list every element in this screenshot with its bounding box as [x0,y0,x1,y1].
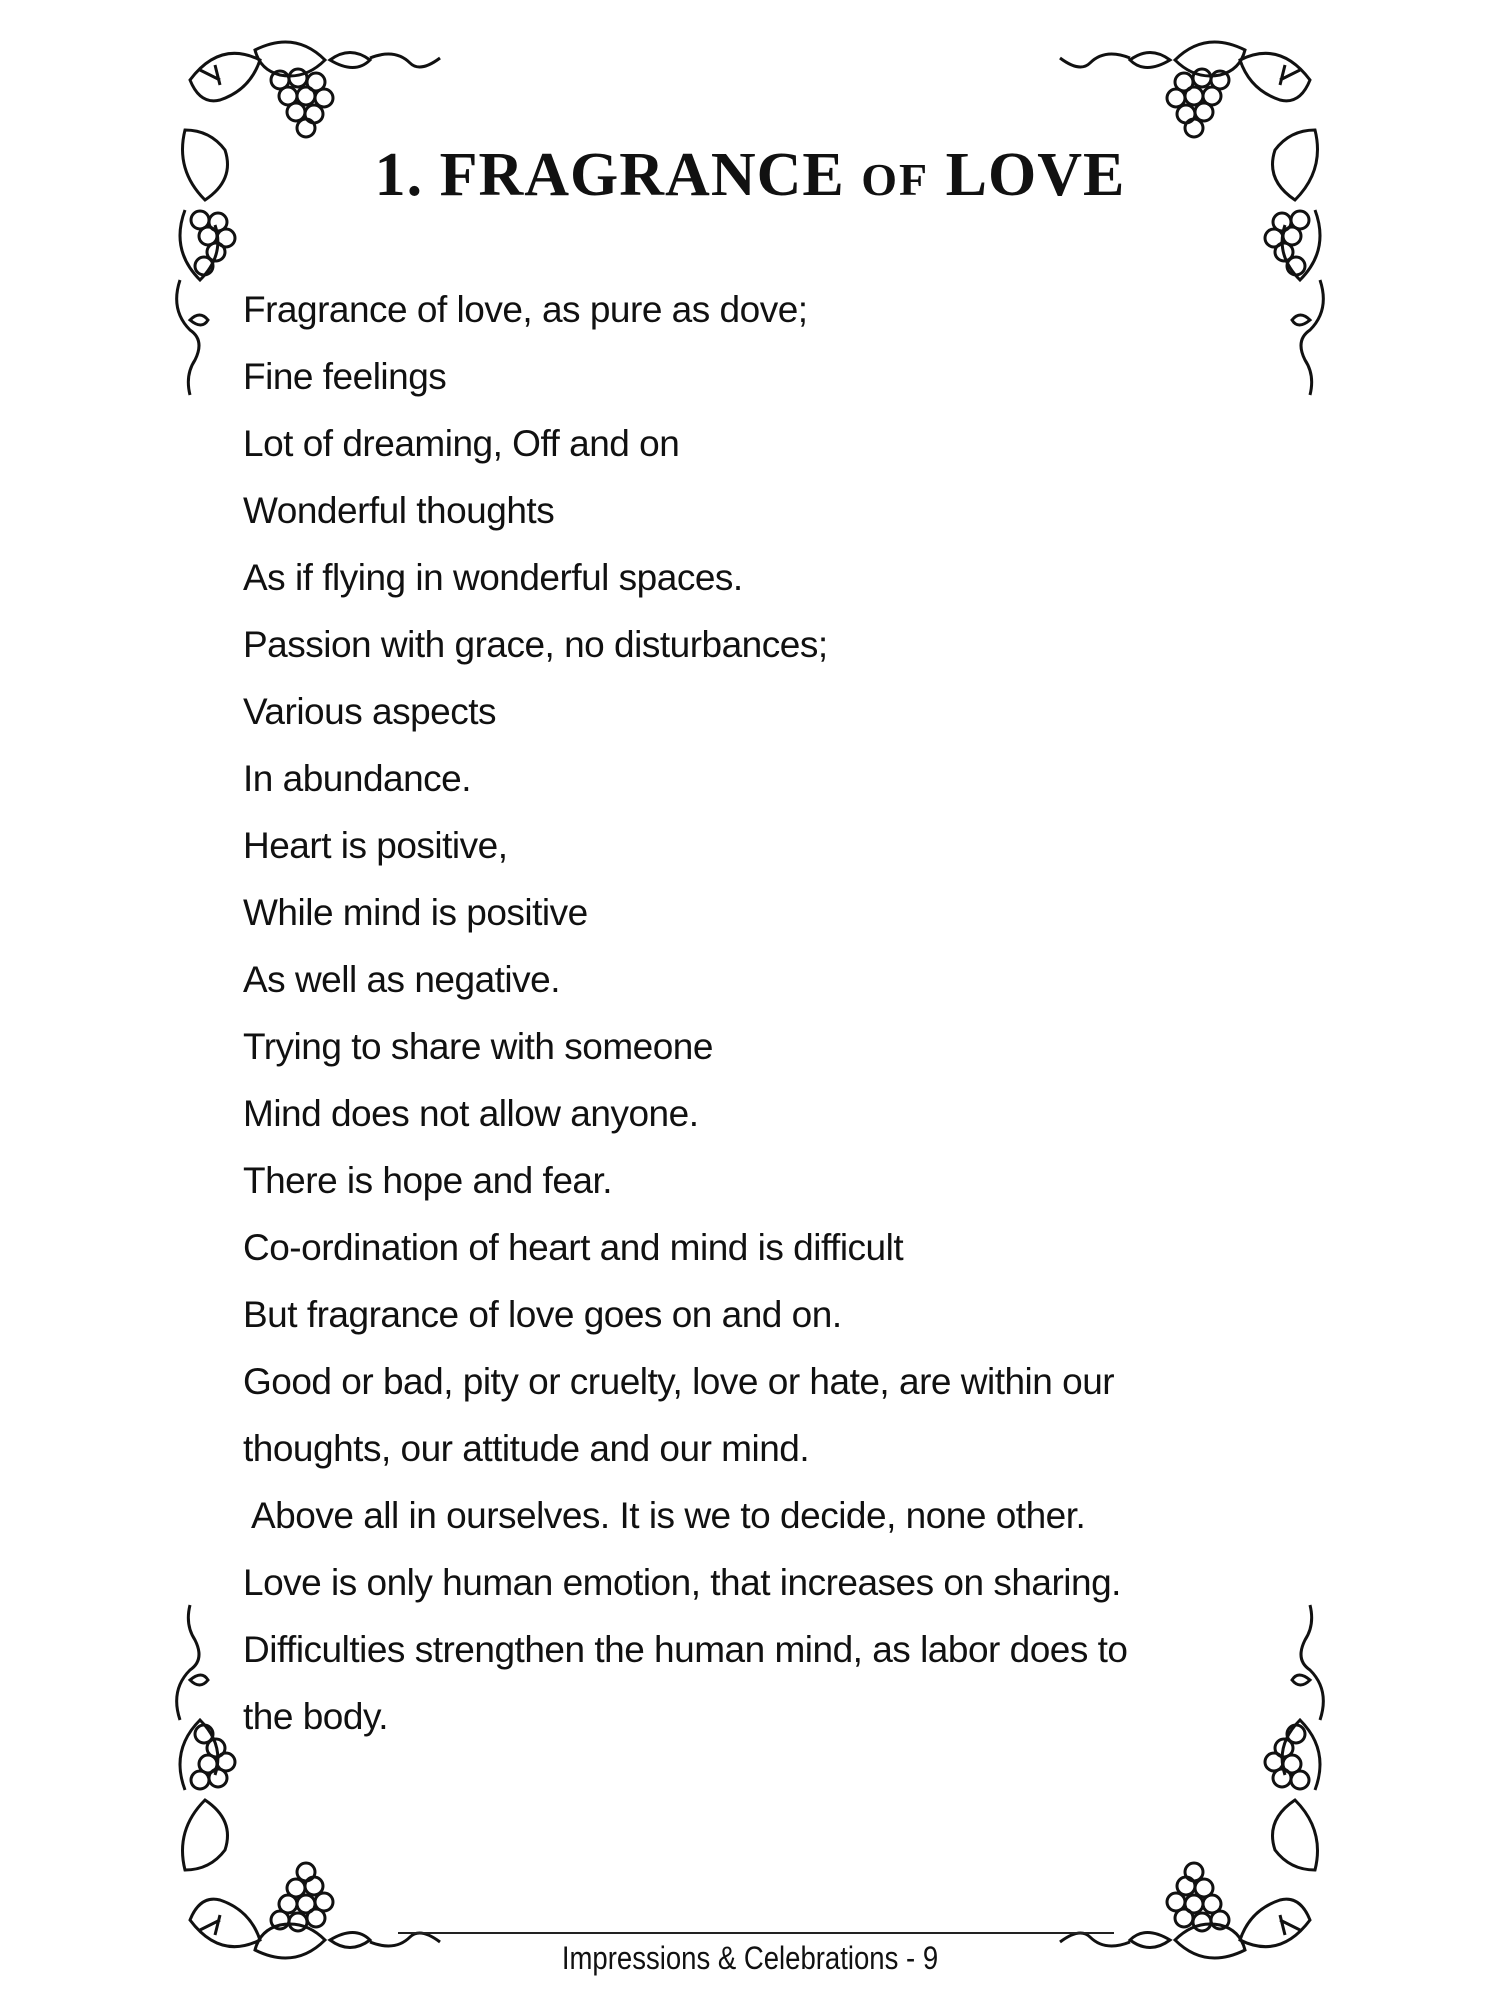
poem-line: Passion with grace, no disturbances; [243,624,828,665]
poem-line: Good or bad, pity or cruelty, love or hate, are within our [243,1361,1115,1402]
poem-line: Lot of dreaming, Off and on [243,423,680,464]
title-number: 1. [374,141,424,209]
poem-line: But fragrance of love goes on and on. [243,1294,842,1335]
poem-line: Wonderful thoughts [243,490,555,531]
poem-line: Co-ordination of heart and mind is difficult [243,1227,904,1268]
poem-line: Heart is positive, [243,825,508,866]
poem-line: While mind is positive [243,892,588,933]
poem-line: Fine feelings [243,356,447,397]
poem-line: Various aspects [243,691,496,732]
poem-title [0,140,1500,211]
title-word-fragrance: FRAGRANCE [439,141,845,209]
footer-rule [398,1932,1114,1934]
poem-line: Love is only human emotion, that increases on sharing. [243,1562,1121,1603]
poem-line: Difficulties strengthen the human mind, as labor does to [243,1629,1128,1670]
poem-line: As well as negative. [243,959,561,1000]
footer-page-number: 9 [922,1940,939,1976]
poem-line: As if flying in wonderful spaces. [243,557,743,598]
poem-line: There is hope and fear. [243,1160,613,1201]
poem-line: thoughts, our attitude and our mind. [243,1428,810,1469]
poem-body [243,276,1303,1750]
poem-line: Fragrance of love, as pure as dove; [243,289,808,330]
poem-line: Above all in ourselves. It is we to decide, none other. [251,1495,1086,1536]
page-footer [105,1940,1395,1977]
poem-line: the body. [243,1696,388,1737]
poem-line: Trying to share with someone [243,1026,713,1067]
poem-line: In abundance. [243,758,472,799]
title-word-love: LOVE [945,141,1126,209]
poem-line: Mind does not allow anyone. [243,1093,699,1134]
footer-book-title: Impressions & Celebrations - [561,1940,916,1976]
title-word-of: OF [861,154,930,205]
